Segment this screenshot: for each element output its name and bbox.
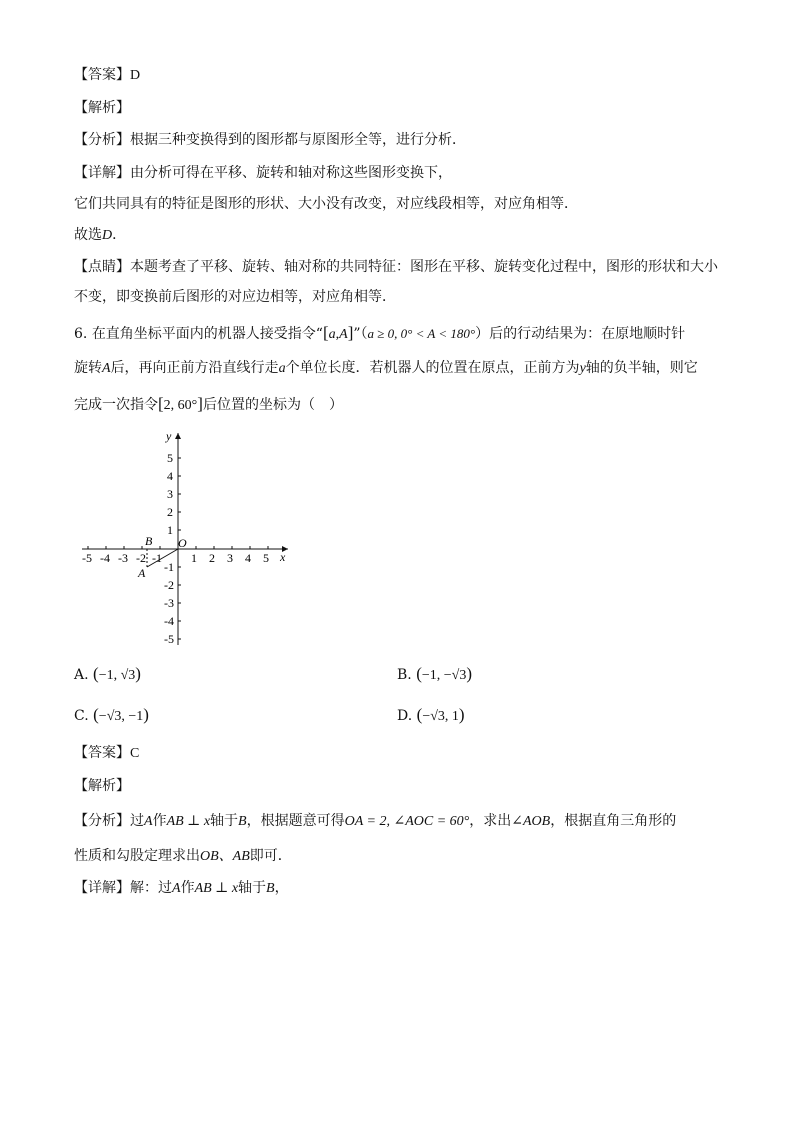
option-d[interactable] <box>397 705 465 727</box>
open-paren: ( <box>93 705 99 724</box>
question-number: 6. <box>74 326 88 342</box>
line2-y: y <box>579 361 586 376</box>
q6-stem-line3 <box>74 395 343 415</box>
line3-cmd: 2, 60° <box>163 398 198 413</box>
cmd-A: A <box>339 327 348 342</box>
x-tick-label: -5 <box>82 551 92 565</box>
q5-answer-line <box>74 66 140 85</box>
q6-xiangjie-line <box>74 879 289 898</box>
answer-value: C <box>130 746 140 761</box>
xiangjie-text-1: 由分析可得在平移、旋转和轴对称这些图形变换下， <box>130 165 452 181</box>
condition: a ≥ 0, 0° < A < 180° <box>367 326 476 341</box>
x-tick-label: 3 <box>227 551 233 565</box>
dianjing-text-1: 本题考查了平移、旋转、轴对称的共同特征：图形在平移、旋转变化过程中，图形的形状和大小 <box>130 259 718 275</box>
open-paren: ( <box>93 664 99 683</box>
fenxi-text: ，求出 <box>469 813 512 829</box>
y-axis-label: y <box>166 429 172 443</box>
point-a-label: A <box>138 566 146 580</box>
choose-prefix: 故选 <box>74 227 102 243</box>
fenxi-text: ，根据直角三角形的 <box>550 813 677 829</box>
stem-part-c: ）后的行动结果为：在原地顺时针 <box>475 326 686 342</box>
q5-analysis-heading <box>74 99 130 117</box>
answer-tag: 【答案】 <box>74 745 130 761</box>
option-label: D. <box>397 708 413 724</box>
fenxi-tag: 【分析】 <box>74 813 130 829</box>
option-value: −1, √3 <box>98 668 136 683</box>
x-tick-label: 4 <box>245 551 251 565</box>
y-tick-label: 3 <box>167 487 173 501</box>
line2-b: 后，再向正前方沿直线行走 <box>110 360 279 376</box>
x-tick-label: -1 <box>152 551 162 565</box>
option-label: C. <box>74 708 89 724</box>
option-label: B. <box>397 667 412 683</box>
y-tick-label: 5 <box>167 451 173 465</box>
q6-stem-line1 <box>74 324 685 344</box>
option-value: −√3, −1 <box>98 709 144 724</box>
line2-a: 旋转 <box>74 360 102 376</box>
x-tick-label: -2 <box>136 551 146 565</box>
line2-A: A <box>102 361 111 376</box>
xiangjie-math: AB ⊥ x <box>194 881 239 896</box>
fenxi-math: AB ⊥ x <box>166 814 211 829</box>
cmd-comma: , <box>335 327 340 342</box>
fenxi-tag: 【分析】 <box>74 132 130 148</box>
y-tick-label: 4 <box>167 469 173 483</box>
answer-tag: 【答案】 <box>74 67 130 83</box>
origin-label: O <box>178 536 187 550</box>
fenxi-math: ∠AOB <box>511 814 551 829</box>
x-tick-label: -4 <box>100 551 110 565</box>
close-paren: ) <box>466 664 473 683</box>
q5-dianjing-line2 <box>74 288 396 306</box>
fenxi-math: OB、AB <box>200 849 250 864</box>
x-axis-label: x <box>280 550 286 564</box>
dianjing-text-2: 不变，即变换前后图形的对应边相等，对应角相等． <box>74 289 396 305</box>
xiangjie-text-2: 它们共同具有的特征是图形的形状、大小没有改变，对应线段相等，对应角相等． <box>74 196 578 212</box>
fenxi-text: 轴于 <box>210 813 239 829</box>
line2-d: 轴的负半轴，则它 <box>585 360 698 376</box>
stem-part-a: 在直角坐标平面内的机器人接受指令“ <box>91 326 323 342</box>
x-tick-label: 5 <box>263 551 269 565</box>
q5-dianjing-line1 <box>74 258 718 276</box>
q6-fenxi-line2 <box>74 847 292 866</box>
right-bracket: ] <box>197 394 203 413</box>
q6-fenxi-line1 <box>74 812 676 831</box>
xiangjie-tag: 【详解】 <box>74 880 130 896</box>
choose-letter: D <box>102 228 113 243</box>
y-tick-label: -5 <box>164 632 174 646</box>
close-paren: ) <box>458 705 465 724</box>
point-b-label: B <box>145 534 153 548</box>
xiangjie-text: 轴于 <box>238 880 267 896</box>
answer-value: D <box>130 68 141 83</box>
xiangjie-tag: 【详解】 <box>74 165 130 181</box>
y-tick-label: 1 <box>167 523 173 537</box>
y-tick-label: 2 <box>167 505 173 519</box>
option-b[interactable] <box>397 664 472 686</box>
line3-b: 后位置的坐标为（ ） <box>202 397 343 413</box>
fenxi-text: 过 <box>130 813 144 829</box>
right-bracket: ] <box>347 323 354 342</box>
xiangjie-point: A <box>172 881 181 896</box>
line2-c: 个单位长度．若机器人的位置在原点，正前方为 <box>285 360 580 376</box>
q6-answer-line <box>74 744 139 763</box>
fenxi-point: A <box>144 814 153 829</box>
option-a[interactable] <box>74 664 141 686</box>
stem-part-b: ”（ <box>353 326 368 342</box>
analysis-tag: 【解析】 <box>74 100 130 116</box>
fenxi-text: ，根据题意可得 <box>246 813 345 829</box>
q6-analysis-heading <box>74 777 130 795</box>
close-paren: ) <box>143 705 149 724</box>
fenxi-math: OA = 2, ∠AOC = 60° <box>344 814 470 829</box>
fenxi-point: B <box>238 814 247 829</box>
analysis-tag: 【解析】 <box>74 778 130 794</box>
xiangjie-point: B <box>266 881 275 896</box>
fenxi-text: 作 <box>152 813 167 829</box>
x-tick-label: 1 <box>191 551 197 565</box>
xiangjie-text: ， <box>274 880 289 896</box>
open-paren: ( <box>416 664 422 683</box>
close-paren: ) <box>135 664 141 683</box>
left-bracket: [ <box>322 323 329 342</box>
y-tick-label: -1 <box>164 560 174 574</box>
line2-a2: a <box>278 361 286 376</box>
xiangjie-text: 作 <box>180 880 195 896</box>
coordinate-graph <box>74 425 298 650</box>
y-tick-label: -3 <box>164 596 174 610</box>
x-tick-label: -3 <box>118 551 128 565</box>
option-label: A. <box>74 667 89 683</box>
cmd-a: a <box>328 327 336 342</box>
x-tick-label: 2 <box>209 551 215 565</box>
dianjing-tag: 【点睛】 <box>74 259 130 275</box>
choose-suffix: ． <box>112 227 127 243</box>
open-paren: ( <box>416 705 423 724</box>
xiangjie-text: 解：过 <box>130 880 172 896</box>
line3-a: 完成一次指令 <box>74 397 158 413</box>
q5-choose-line <box>74 226 126 245</box>
y-tick-label: -2 <box>164 578 174 592</box>
left-bracket: [ <box>158 394 164 413</box>
option-value: −√3, 1 <box>422 709 459 724</box>
option-value: −1, −√3 <box>421 668 467 683</box>
y-tick-label: -4 <box>164 614 174 628</box>
fenxi-text: 根据三种变换得到的图形都与原图形全等，进行分析． <box>130 132 466 148</box>
q5-fenxi-line <box>74 131 466 149</box>
option-c[interactable] <box>74 705 149 727</box>
fenxi-text: 性质和勾股定理求出 <box>74 848 200 864</box>
q5-xiangjie-line1 <box>74 164 452 182</box>
q5-xiangjie-line2 <box>74 195 578 213</box>
fenxi-text: 即可． <box>249 848 292 864</box>
q6-stem-line2 <box>74 359 698 378</box>
